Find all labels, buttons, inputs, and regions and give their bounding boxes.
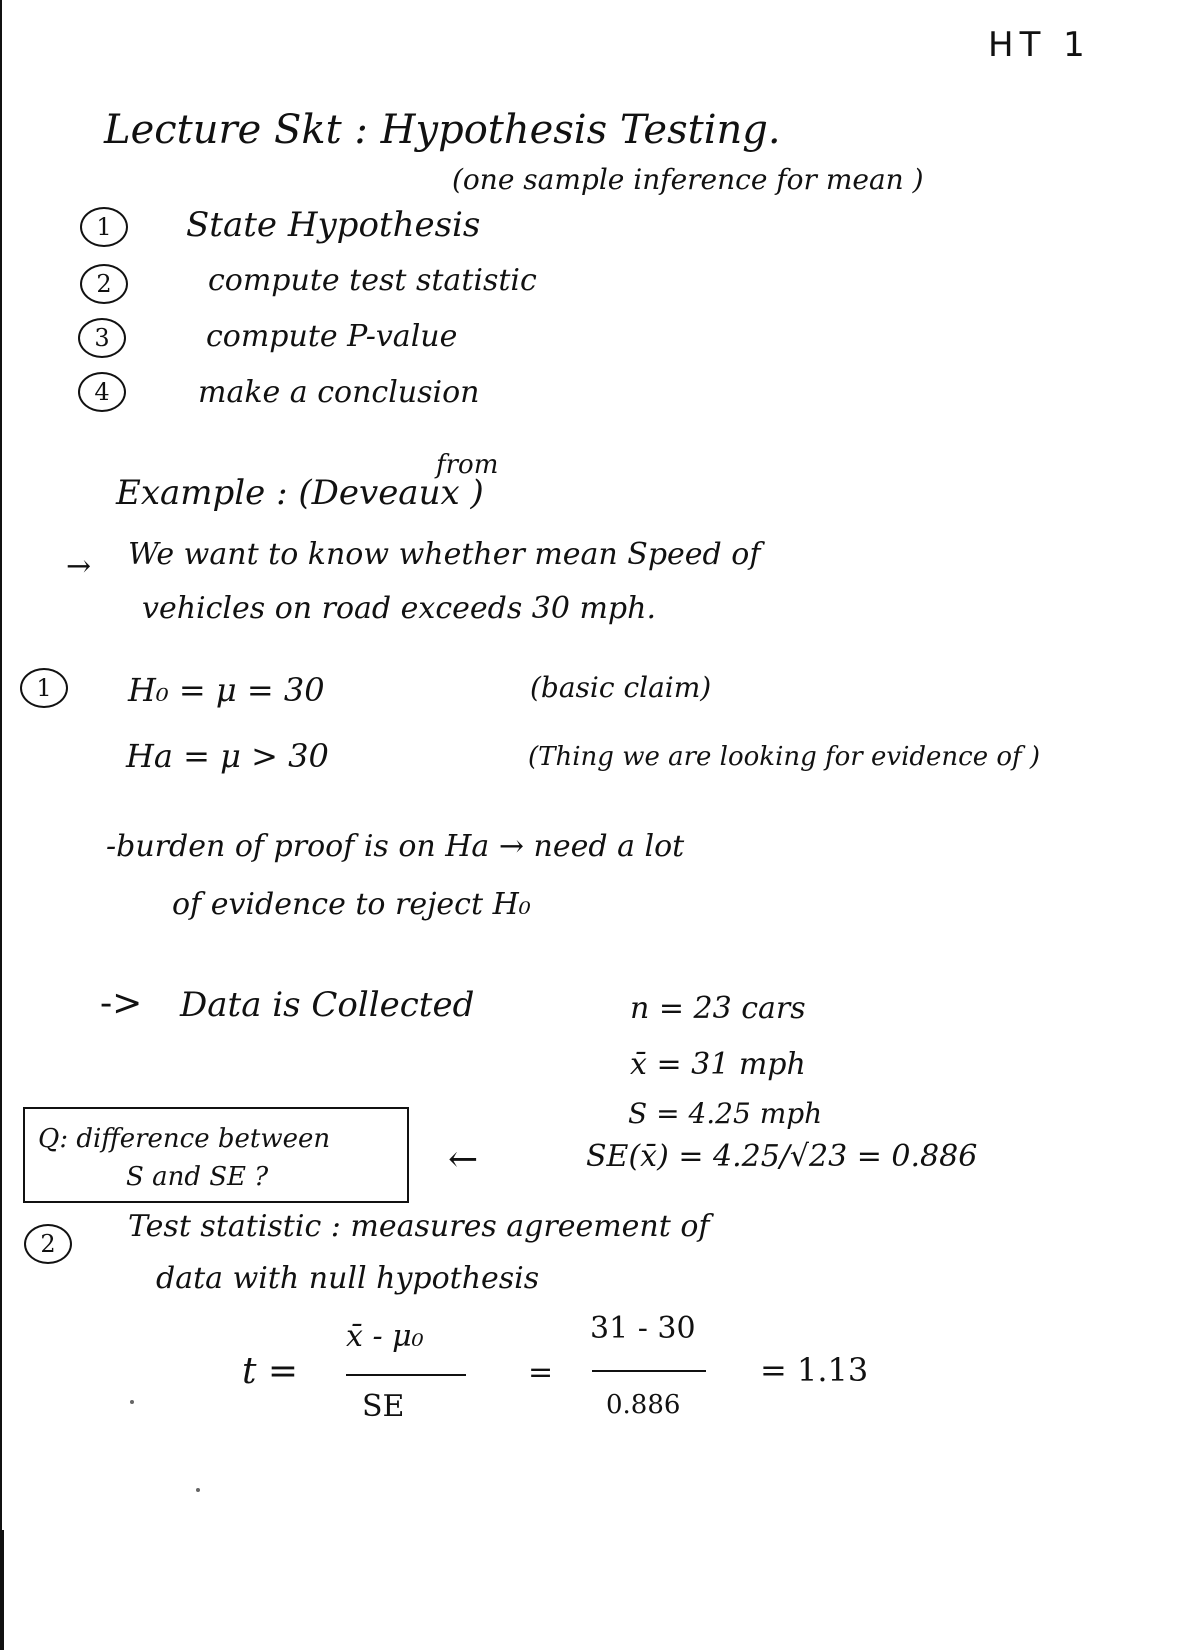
question-line-1: Q: difference between bbox=[38, 1124, 331, 1154]
example-label: Example : (Deveaux ) bbox=[116, 473, 484, 513]
step-text-2: compute test statistic bbox=[208, 263, 537, 298]
burden-of-proof-line-1: -burden of proof is on Ha → need a lot bbox=[106, 829, 685, 864]
computed-numerator: 31 - 30 bbox=[590, 1311, 696, 1346]
test-statistic-step-number: 2 bbox=[24, 1224, 72, 1264]
sample-mean: x̄ = 31 mph bbox=[630, 1047, 806, 1082]
page-left-edge-mark bbox=[0, 1530, 4, 1650]
page-id: HT 1 bbox=[988, 25, 1091, 65]
step-text-4: make a conclusion bbox=[198, 375, 480, 410]
stray-mark bbox=[196, 1488, 200, 1492]
formula-equals: = bbox=[528, 1355, 554, 1390]
null-hypothesis-note: (basic claim) bbox=[530, 671, 712, 704]
step-number-4: 4 bbox=[78, 372, 126, 412]
alternative-hypothesis-note: (Thing we are looking for evidence of ) bbox=[528, 742, 1041, 772]
step-text-3: compute P-value bbox=[206, 319, 458, 354]
lecture-subtitle: (one sample inference for mean ) bbox=[452, 163, 924, 196]
t-label: t = bbox=[242, 1351, 299, 1392]
page-left-edge bbox=[0, 0, 2, 1650]
stray-mark bbox=[130, 1400, 134, 1404]
test-statistic-line-2: data with null hypothesis bbox=[156, 1261, 540, 1296]
data-label: Data is Collected bbox=[180, 985, 475, 1025]
sample-size: n = 23 cars bbox=[630, 991, 806, 1026]
step-number-1: 1 bbox=[80, 207, 128, 247]
example-arrow: → bbox=[66, 549, 92, 584]
example-source-from: from bbox=[436, 450, 499, 480]
question-line-2: S and SE ? bbox=[126, 1162, 269, 1192]
left-arrow-icon: ← bbox=[448, 1139, 479, 1180]
step-text-1: State Hypothesis bbox=[186, 205, 481, 245]
null-hypothesis: H₀ = μ = 30 bbox=[128, 671, 325, 709]
computed-fraction-bar bbox=[592, 1370, 706, 1372]
step-number-3: 3 bbox=[78, 318, 126, 358]
data-arrow: -> bbox=[100, 983, 143, 1024]
formula-numerator: x̄ - μ₀ bbox=[346, 1319, 424, 1354]
standard-error: SE(x̄) = 4.25/√23 = 0.886 bbox=[586, 1139, 978, 1174]
test-statistic-line-1: Test statistic : measures agreement of bbox=[128, 1209, 710, 1244]
test-statistic-result: = 1.13 bbox=[760, 1351, 869, 1389]
hypotheses-step-number: 1 bbox=[20, 668, 68, 708]
computed-denominator: 0.886 bbox=[606, 1390, 681, 1420]
example-line-2: vehicles on road exceeds 30 mph. bbox=[142, 591, 656, 626]
burden-of-proof-line-2: of evidence to reject H₀ bbox=[172, 887, 531, 922]
alternative-hypothesis: Ha = μ > 30 bbox=[126, 737, 329, 775]
step-number-2: 2 bbox=[80, 264, 128, 304]
example-line-1: We want to know whether mean Speed of bbox=[128, 537, 761, 572]
sample-sd: S = 4.25 mph bbox=[628, 1097, 823, 1130]
lecture-title: Lecture Skt : Hypothesis Testing. bbox=[104, 107, 781, 153]
formula-fraction-bar bbox=[346, 1374, 466, 1376]
formula-denominator: SE bbox=[362, 1389, 405, 1424]
